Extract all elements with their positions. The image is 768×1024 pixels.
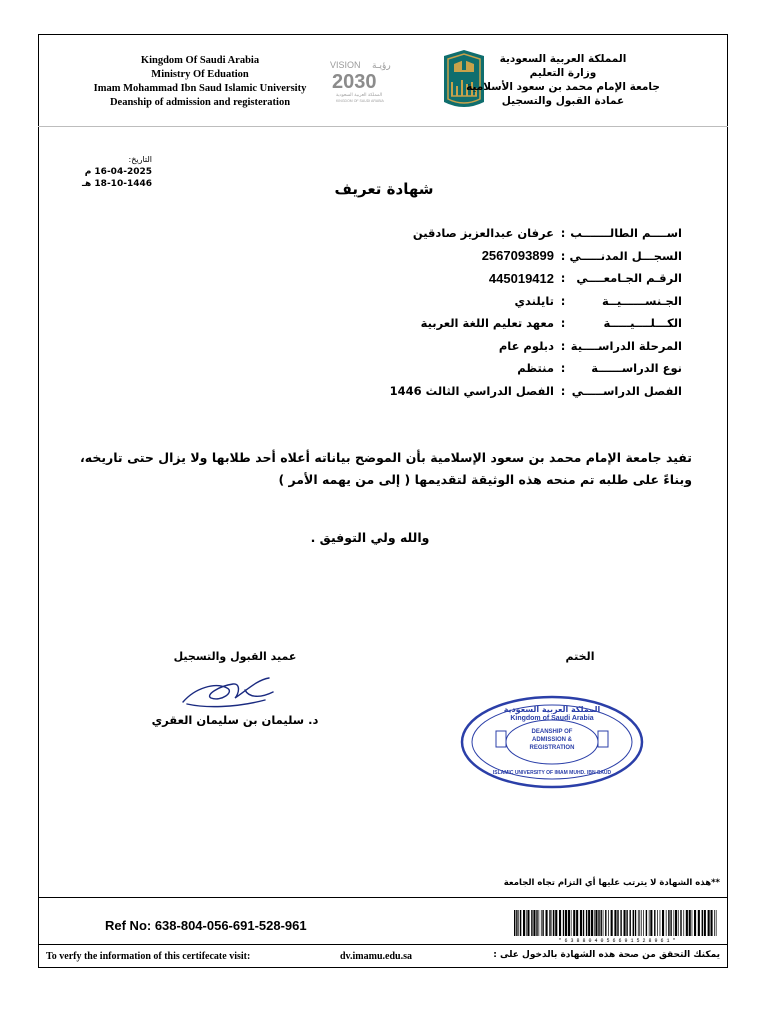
barcode-bar <box>531 910 532 936</box>
barcode-bar <box>514 910 515 936</box>
field-row <box>362 245 682 268</box>
barcode-bar <box>555 910 557 936</box>
barcode-bar <box>611 910 613 936</box>
barcode-bar <box>633 910 634 936</box>
en-header-line: Imam Mohammad Ibn Saud Islamic University <box>93 83 307 94</box>
barcode-bar <box>608 910 609 936</box>
en-header-line: Deanship of admission and registeration <box>109 97 291 108</box>
footer-divider <box>38 897 728 898</box>
barcode-bar <box>583 910 584 936</box>
barcode-bar <box>568 910 570 936</box>
field-label: نوع الدراســــــة <box>591 361 682 376</box>
field-colon: : <box>560 293 566 308</box>
barcode-bar <box>546 910 548 936</box>
barcode-bar <box>650 910 652 936</box>
barcode-text: * 6 3 8 8 0 4 0 5 6 6 9 1 5 2 8 9 6 1 * <box>558 938 676 944</box>
field-label: الرقـم الجـامعــــي <box>576 271 682 286</box>
field-row <box>362 222 682 245</box>
barcode-bar <box>694 910 696 936</box>
barcode-bar <box>716 910 717 936</box>
barcode-bar <box>526 910 527 936</box>
seal-title: الختم <box>565 650 595 663</box>
barcode-bar <box>542 910 543 936</box>
barcode-bar <box>704 910 706 936</box>
field-colon: : <box>560 361 566 376</box>
barcode-bar <box>559 910 561 936</box>
verify-instruction-ar: يمكنك التحقق من صحة هذه الشهادة بالدخول على : <box>493 950 720 960</box>
barcode-bar <box>516 910 517 936</box>
barcode-bar <box>520 910 521 936</box>
verify-link[interactable]: dv.imamu.edu.sa <box>340 951 412 962</box>
barcode-bar <box>668 910 669 936</box>
en-header-line: Ministry Of Edu​ation <box>151 69 249 80</box>
barcode-bar <box>630 910 631 936</box>
date-label: التاريخ: <box>128 155 152 164</box>
barcode-bar <box>654 910 655 936</box>
barcode-bar <box>539 910 540 936</box>
field-label: الجـنســــــيــة <box>602 293 682 308</box>
field-colon: : <box>560 383 566 398</box>
barcode-bar <box>523 910 525 936</box>
barcode-bar <box>518 910 519 936</box>
disclaimer-note: **هذه الشهادة لا يترتب عليها أي التزام تجاه الجامعة <box>503 878 720 888</box>
barcode-bar <box>641 910 642 936</box>
ar-header-line: وزارة التعليم <box>529 67 597 79</box>
barcode <box>512 908 722 944</box>
stamp-line: DEANSHIP OF <box>531 729 573 735</box>
dean-name: د. سليمان بن سليمان العقري <box>151 713 319 727</box>
field-value: 445019412 <box>488 270 554 286</box>
field-colon: : <box>560 271 566 286</box>
field-label: السجـــل المدنـــــي <box>569 248 682 263</box>
stamp-bottom-en: ISLAMIC UNIVERSITY OF IMAM MUHD. IBN SAUD <box>492 770 612 776</box>
ar-header-line: المملكة العربية السعودية <box>499 53 627 65</box>
barcode-bar <box>576 910 578 936</box>
field-row <box>362 357 682 380</box>
certificate-header <box>38 34 728 127</box>
closing-line: والله ولي التوفيق . <box>310 530 430 545</box>
barcode-bar <box>601 910 602 936</box>
barcode-bar <box>639 910 640 936</box>
dean-title: عميد القبول والتسجيل <box>173 650 297 663</box>
stamp-line: REGISTRATION <box>529 745 575 751</box>
barcode-bar <box>588 910 590 936</box>
barcode-bar <box>657 910 658 936</box>
barcode-bar <box>674 910 675 936</box>
barcode-bar <box>620 910 621 936</box>
barcode-bar <box>527 910 529 936</box>
field-label: الكـــلــــيـــــة <box>603 316 682 331</box>
barcode-bar <box>571 910 572 936</box>
vision-sub-ar: المملكة العربية السعودية <box>336 93 383 98</box>
ar-header-line: جامعة الإمام محمد بن سعود الأسلامية <box>466 81 660 93</box>
field-value: 2567093899 <box>481 248 554 264</box>
vision-ar-word: رؤيـة <box>372 61 391 71</box>
barcode-bar <box>573 910 575 936</box>
barcode-bar <box>603 910 604 936</box>
field-row <box>362 267 682 290</box>
barcode-bar <box>553 910 554 936</box>
barcode-bar <box>714 910 715 936</box>
hijri-date: 18-10-1446 هـ <box>81 179 152 189</box>
barcode-bar <box>675 910 677 936</box>
barcode-bar <box>689 910 691 936</box>
footer-divider-bottom <box>38 944 728 945</box>
barcode-bar <box>541 910 542 936</box>
stamp-line: ADMISSION & <box>531 737 573 743</box>
field-label: المرحلة الدراســــية <box>570 338 682 353</box>
field-colon: : <box>560 248 566 263</box>
field-value: معهد تعليم اللغة العربية <box>420 316 554 331</box>
field-colon: : <box>560 226 566 241</box>
student-fields <box>362 222 682 402</box>
official-stamp <box>460 695 644 789</box>
vision-sub-en: KINGDOM OF SAUDI ARABIA <box>336 99 384 103</box>
arabic-header <box>458 52 668 108</box>
barcode-bar <box>708 910 710 936</box>
dean-signature <box>175 668 285 714</box>
barcode-bar <box>605 910 606 936</box>
barcode-bar <box>683 910 684 936</box>
field-value: الفصل الدراسي الثالث 1446 <box>389 383 554 398</box>
barcode-bar <box>692 910 693 936</box>
barcode-bar <box>670 910 671 936</box>
barcode-bar <box>678 910 679 936</box>
barcode-bar <box>666 910 667 936</box>
stamp-top-en: Kingdom of Saudi Arabia <box>510 715 594 722</box>
barcode-bar <box>660 910 661 936</box>
stamp-top-ar: المملكة العربية السعودية <box>503 705 601 714</box>
barcode-bar <box>563 910 564 936</box>
field-value: تايلندي <box>514 293 554 308</box>
barcode-bar <box>624 910 626 936</box>
barcode-bar <box>536 910 537 936</box>
reference-number: Ref No: 638-804-056-691-528-961 <box>105 918 307 933</box>
barcode-bar <box>686 910 688 936</box>
barcode-bar <box>614 910 616 936</box>
barcode-bar <box>617 910 618 936</box>
barcode-bar <box>594 910 595 936</box>
field-label: الفصل الدراســـــي <box>571 383 682 398</box>
barcode-bar <box>626 910 627 936</box>
barcode-bar <box>680 910 681 936</box>
ar-header-line: عمادة القبول والتسجيل <box>501 95 625 107</box>
field-colon: : <box>560 338 566 353</box>
en-header-line: Kingdom Of Saudi Arabia <box>140 55 260 66</box>
barcode-bar <box>649 910 650 936</box>
barcode-bar <box>702 910 703 936</box>
field-row <box>362 312 682 335</box>
barcode-bar <box>711 910 713 936</box>
certificate-body: تفيد جامعة الإمام محمد بن سعود الإسلامية بأن الموضح بياناته أعلاه أحد طلابها ولا يزال حتى تاريخه، وبناءً على طلبه تم منحه هذه الوثيقة لتقديمها ( إلى من يهمه الأمر ) <box>80 450 692 487</box>
field-colon: : <box>560 316 566 331</box>
barcode-bar <box>643 910 644 936</box>
barcode-bar <box>552 910 553 936</box>
vision-year: 2030 <box>332 71 377 93</box>
field-value: منتظم <box>517 361 554 376</box>
field-value: عرفان عبدالعزيز صادقين <box>412 226 554 241</box>
certificate-title: شهادة تعريف <box>334 180 434 198</box>
barcode-bar <box>533 910 535 936</box>
barcode-bar <box>662 910 664 936</box>
barcode-bar <box>565 910 567 936</box>
barcode-bar <box>646 910 647 936</box>
field-row <box>362 380 682 403</box>
english-header <box>90 54 310 110</box>
gregorian-date: 16-04-2025 م <box>84 167 152 177</box>
vision-word: VISION <box>330 60 361 70</box>
barcode-bar <box>591 910 593 936</box>
field-value: دبلوم عام <box>498 338 554 353</box>
verify-instruction-en: To verfy the information of this certifecate visit: <box>46 951 251 962</box>
field-row <box>362 335 682 358</box>
barcode-bar <box>638 910 639 936</box>
field-row <box>362 290 682 313</box>
barcode-bar <box>549 910 550 936</box>
barcode-bar <box>580 910 582 936</box>
field-label: اســــم الطالـــــــب <box>570 226 682 241</box>
barcode-bar <box>698 910 700 936</box>
vision-2030-logo <box>328 56 408 106</box>
barcode-bar <box>586 910 587 936</box>
barcode-bar <box>635 910 636 936</box>
barcode-bar <box>598 910 599 936</box>
barcode-bar <box>595 910 597 936</box>
